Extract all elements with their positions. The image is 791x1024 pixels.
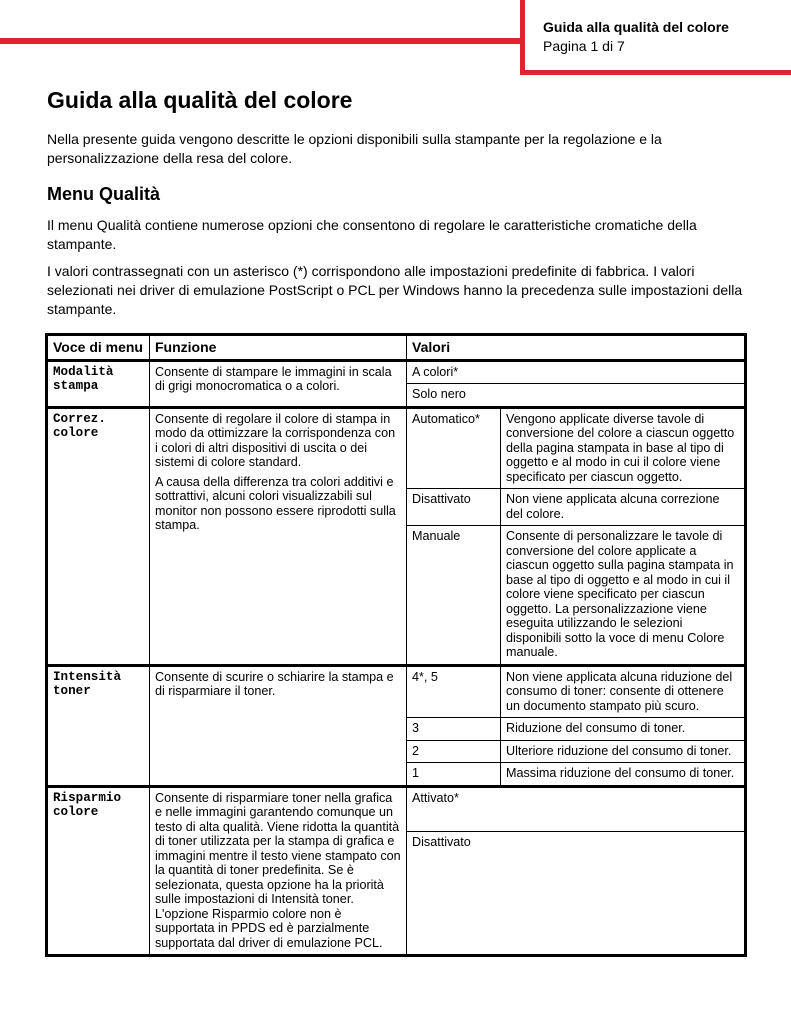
value-cell: Automatico* <box>407 407 501 489</box>
function-text: Consente di scurire o schiarire la stampa e di risparmiare il toner. <box>155 669 394 698</box>
menu-item-risparmio-colore: Risparmio colore <box>47 786 150 956</box>
menu-item-correz-colore: Correz. colore <box>47 407 150 665</box>
function-cell <box>150 786 407 956</box>
function-cell <box>150 407 407 665</box>
intro-paragraph: Nella presente guida vengono descritte le opzioni disponibili sulla stampante per la regolazione e la personalizzazione della resa del colore. <box>47 131 662 166</box>
value-cell: 1 <box>407 763 501 787</box>
function-text: Consente di risparmiare toner nella grafica e nelle immagini garantendo comunque un testo di alta qualità. Viene ridotta la quantità di toner utilizzata per la stampa di grafica e immagini mentre il testo viene stampato con la quantità di toner predefinita. Se è selezionata, questa opzione ha la priorità sulle impostazioni di Intensità toner. L'opzione Risparmio colore non è supportata in PPDS ed è parzialmente supportata dal driver di emulazione PCL. <box>155 790 401 950</box>
running-header-title: Guida alla qualità del colore <box>543 19 729 35</box>
table-row <box>47 360 746 384</box>
table-row <box>47 407 746 489</box>
value-description: Massima riduzione del consumo di toner. <box>501 763 746 787</box>
menu-description-paragraph: Il menu Qualità contiene numerose opzioni che consentono di regolare le caratteristiche cromatiche della stampante. <box>47 217 697 252</box>
function-text: Consente di stampare le immagini in scala di grigi monocromatica o a colori. <box>155 364 392 393</box>
page-number: Pagina 1 di 7 <box>543 38 625 54</box>
value-cell: 4*, 5 <box>407 665 501 718</box>
value-description: Non viene applicata alcuna riduzione del consumo di toner: consente di ottenere un documento stampato più scuro. <box>501 665 746 718</box>
function-cell <box>150 665 407 786</box>
table-header-row <box>47 335 746 361</box>
value-cell: Disattivato <box>407 489 501 526</box>
defaults-note-paragraph: I valori contrassegnati con un asterisco (*) corrispondono alle impostazioni predefinite di fabbrica. I valori selezionati nei driver di emulazione PostScript o PCL per Windows hanno la precedenza sulle impostazioni della stampante. <box>47 263 743 317</box>
value-description: Consente di personalizzare le tavole di conversione del colore applicate a ciascun oggetto sulla pagina stampata in base al tipo di oggetto e al modo in cui il colore viene specificato per ciascun oggetto. La personalizzazione viene eseguita utilizzando le selezioni disponibili sotto la voce di menu Colore manuale. <box>501 526 746 666</box>
running-header <box>520 0 791 75</box>
function-cell <box>150 360 407 407</box>
header-menu-item: Voce di menu <box>47 335 150 361</box>
value-description: Ulteriore riduzione del consumo di toner. <box>501 740 746 763</box>
section-title: Menu Qualità <box>47 184 161 204</box>
quality-menu-table <box>45 333 747 957</box>
value-cell: 3 <box>407 718 501 741</box>
value-cell: A colori* <box>407 360 746 384</box>
header-function: Funzione <box>150 335 407 361</box>
table-row <box>47 786 746 832</box>
header-values: Valori <box>407 335 746 361</box>
header-red-line <box>0 38 524 44</box>
value-description: Vengono applicate diverse tavole di conversione del colore a ciascun oggetto della pagina stampata in base al tipo di oggetto e al modo in cui il colore viene specificato per ciascun oggetto. <box>501 407 746 489</box>
value-cell: Manuale <box>407 526 501 666</box>
page-title: Guida alla qualità del colore <box>47 87 353 113</box>
value-cell: 2 <box>407 740 501 763</box>
value-cell: Attivato* <box>407 786 746 832</box>
value-cell: Solo nero <box>407 384 746 408</box>
menu-item-intensita-toner: Intensità toner <box>47 665 150 786</box>
value-description: Riduzione del consumo di toner. <box>501 718 746 741</box>
value-cell: Disattivato <box>407 832 746 956</box>
table-row <box>47 665 746 718</box>
value-description: Non viene applicata alcuna correzione del colore. <box>501 489 746 526</box>
menu-item-modalita-stampa: Modalità stampa <box>47 360 150 407</box>
function-text: Consente di regolare il colore di stampa in modo da ottimizzare la corrispondenza con i colori di altri dispositivi di uscita o dei sistemi di colore standard. <box>155 411 396 469</box>
function-text: A causa della differenza tra colori additivi e sottrattivi, alcuni colori visualizzabili sul monitor non possono essere riprodotti sulla stampa. <box>155 474 396 532</box>
